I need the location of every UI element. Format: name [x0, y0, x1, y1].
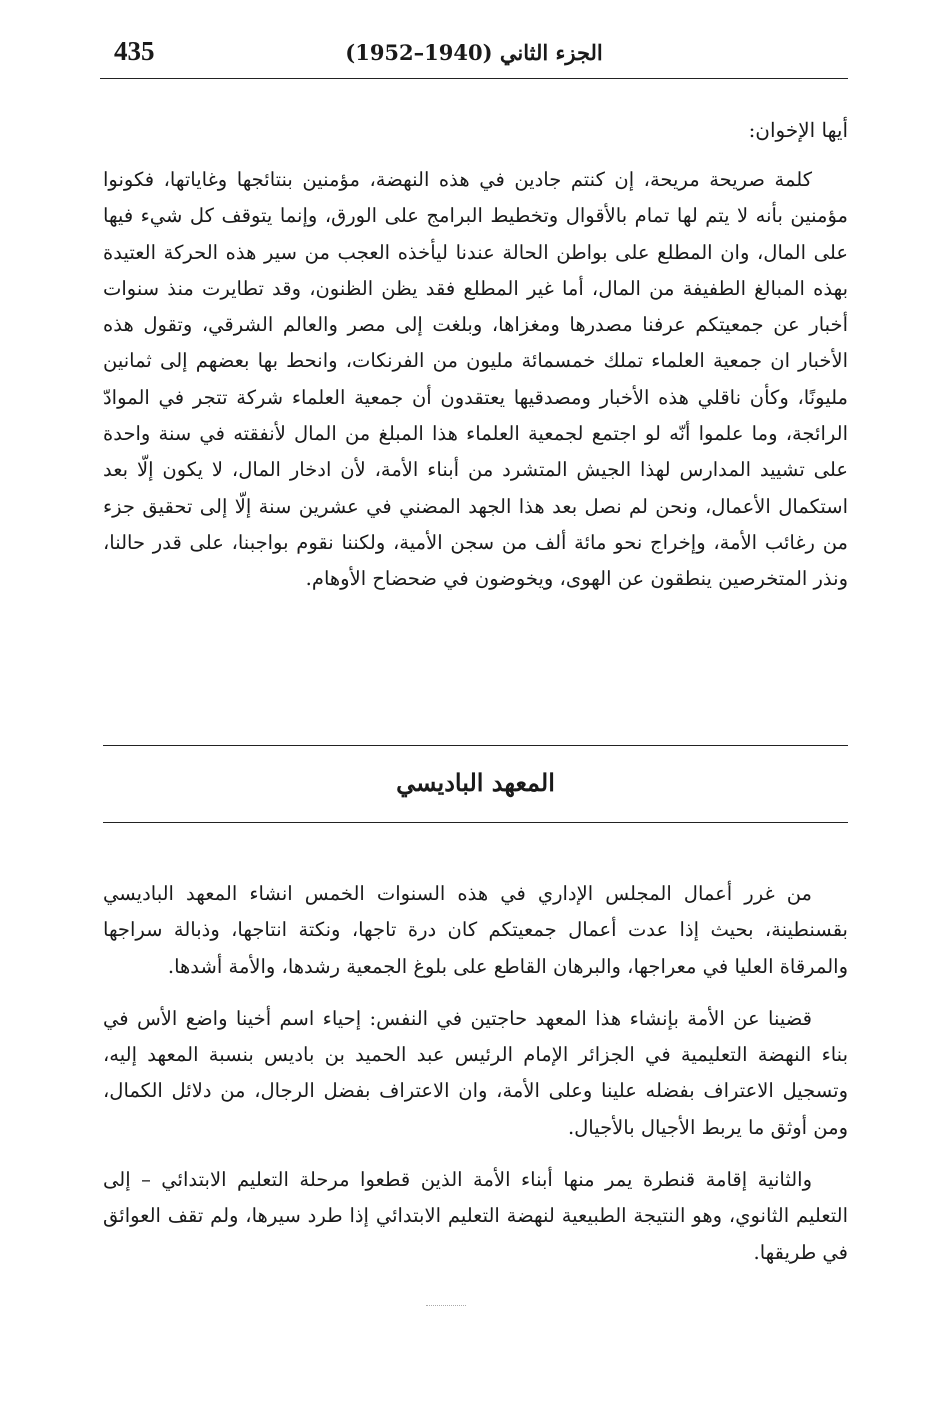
- section-rule-top: [103, 745, 848, 746]
- letter-paragraph: كلمة صريحة مريحة، إن كنتم جادين في هذه النهضة، مؤمنين بنتائجها وغاياتها، فكونوا مؤمنين بأنه لا يتم لها تمام بالأقوال وتخطيط البرامج على الورق، وإنما يتوقف كل شيء فيها على المال، وان المطلع على بواطن الحالة عندنا ليأخذه العجب من سير هذه الحركة العتيدة بهذه المبالغ الطفيفة من المال، أما غير المطلع فقد يظن الظنون، وقد تطايرت منذ سنوات أخبار عن جمعيتكم عرفنا مصدرها ومغزاها، وبلغت إلى مصر والعالم الشرقي، وتقول هذه الأخبار ان جمعية العلماء تملك خمسمائة مليون من الفرنكات، وانحط بها بعضهم إلى ثمانين مليونًا، وكأن ناقلي هذه الأخبار ومصدقيها يعتقدون أن جمعية العلماء شركة تتجر في الموادّ الرائجة، وما علموا أنّه لو اجتمع لجمعية العلماء هذا المبلغ من المال لأنفقته في سنة واحدة على تشييد المدارس لهذا الجيش المتشرد من أبناء الأمة، لأن ادخار المال، لا يكون إلّا بعد استكمال الأعمال، ونحن لم نصل بعد هذا الجهد المضني في عشرين سنة إلّا إلى تحقيق جزء من رغائب الأمة، وإخراج نحو مائة ألف من سجن الأمية، ولكننا نقوم بواجبنا، على قدر حالنا، ونذر المتخرصين ينطقون عن الهوى، ويخوضون في ضحضاح الأوهام.: [103, 168, 848, 591]
- section-title: المعهد الباديسي: [396, 768, 555, 797]
- section-rule-bottom: [103, 822, 848, 823]
- section-body: [103, 876, 848, 1287]
- letter-body: [103, 162, 848, 598]
- page-header: [100, 36, 848, 76]
- header-rule: [100, 78, 848, 79]
- page-number: 435: [114, 36, 155, 66]
- scan-mark: [426, 1305, 466, 1306]
- section-paragraph: قضينا عن الأمة بإنشاء هذا المعهد حاجتين في النفس: إحياء اسم أخينا واضع الأس في بناء النهضة التعليمية في الجزائر الإمام الرئيس عبد الحميد بن باديس بنسبة المعهد إليه، وتسجيل الاعتراف بفضله علينا وعلى الأمة، وان الاعتراف بفضل الرجال، من دلائل الكمال، ومن أوثق ما يربط الأجيال بالأجيال.: [103, 1006, 848, 1139]
- running-head: الجزء الثاني (1940–1952): [345, 40, 603, 65]
- section-paragraph: من غرر أعمال المجلس الإداري في هذه السنوات الخمس انشاء المعهد الباديسي بقسنطينة، بحيث إذا عدت أعمال جمعيتكم كان درة تاجها، ونكتة انتاجها، وذبالة سراجها والمرقاة العليا في معراجها، والبرهان القاطع على بلوغ الجمعية رشدها، والأمة أشدها.: [103, 882, 848, 978]
- section-paragraph: والثانية إقامة قنطرة يمر منها أبناء الأمة الذين قطعوا مرحلة التعليم الابتدائي – إلى التعليم الثانوي، وهو النتيجة الطبيعية لنهضة التعليم الابتدائي إذا طرد سيرها، ولم تقف العوائق في طريقها.: [103, 1168, 848, 1264]
- letter-addressee: أيها الإخوان:: [748, 118, 848, 142]
